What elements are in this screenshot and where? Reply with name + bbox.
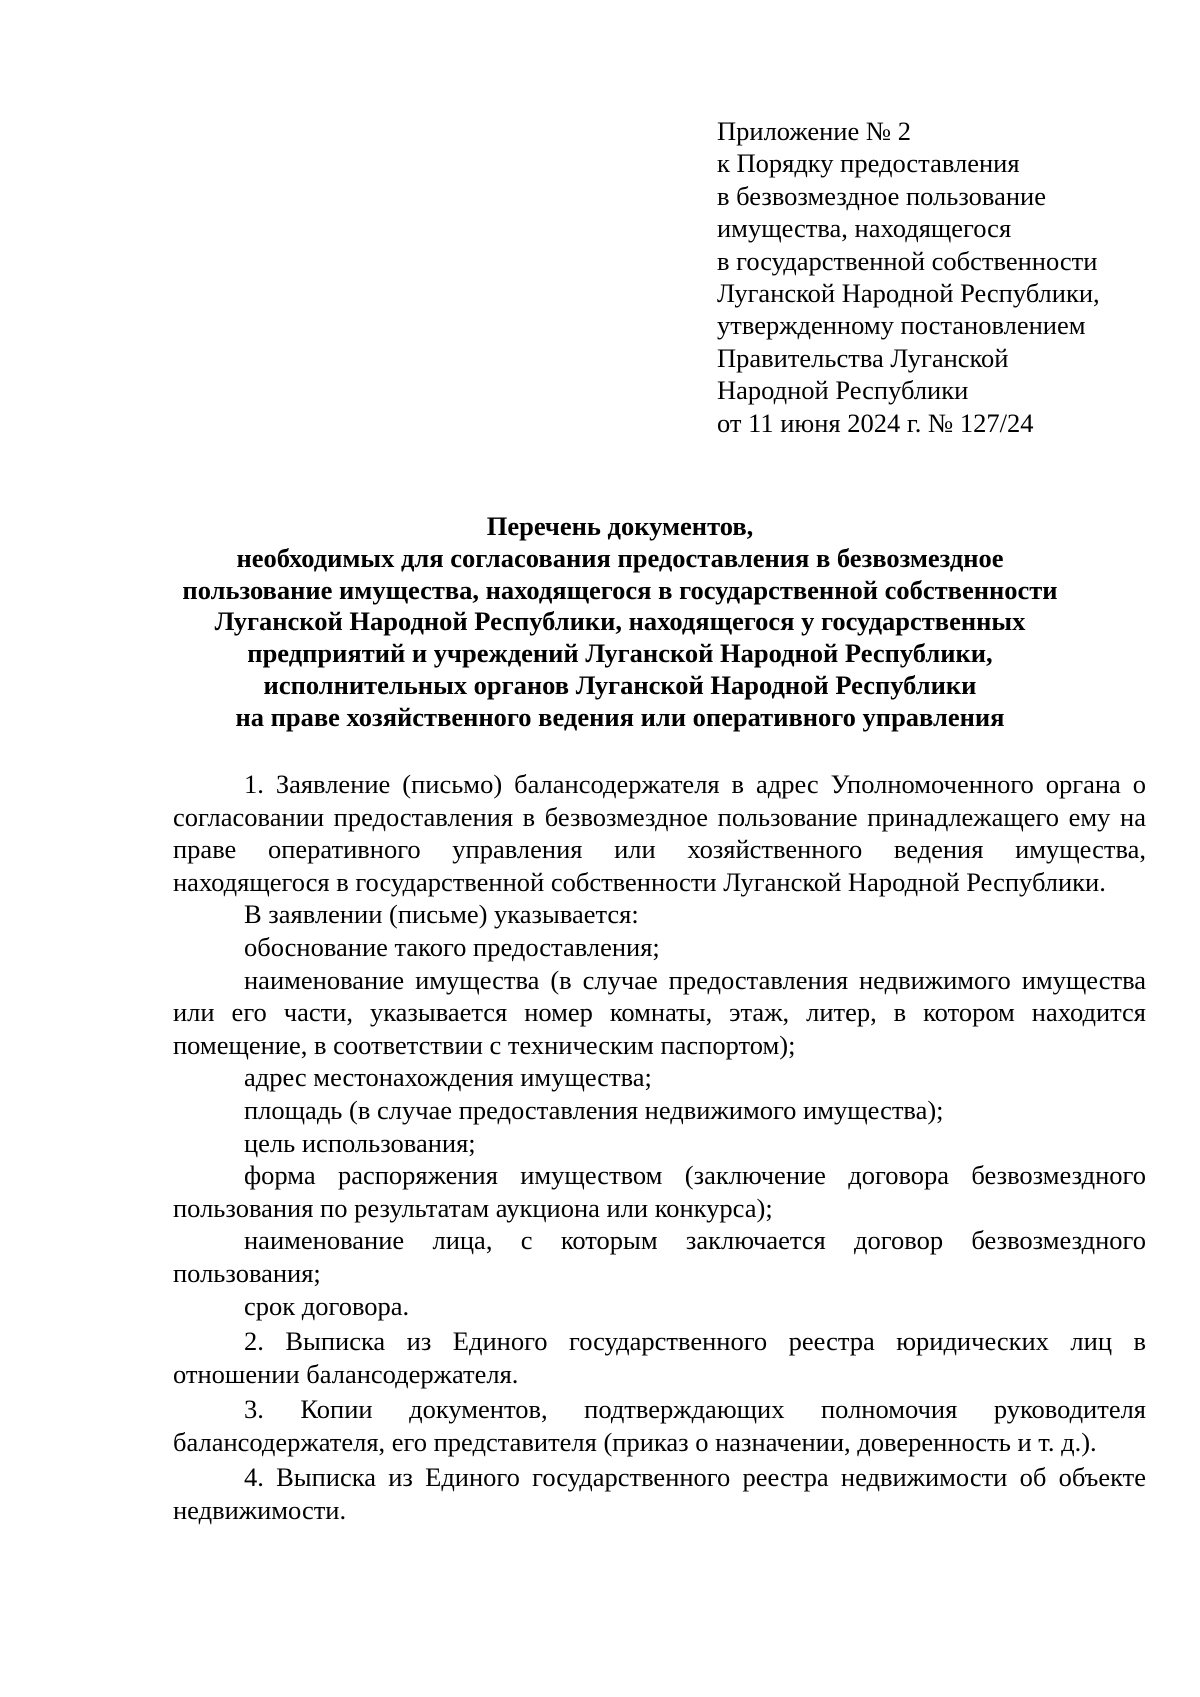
- body-paragraph: адрес местонахождения имущества;: [244, 1062, 652, 1093]
- body-paragraph: 2. Выписка из Единого государственного реестра юридических лиц в отношении балансодержателя.: [173, 1326, 1146, 1389]
- appendix-line: Луганской Народной Республики,: [717, 278, 1100, 309]
- title-line: пользование имущества, находящегося в государственной собственности: [182, 574, 1058, 605]
- appendix-line: Приложение № 2: [717, 116, 912, 146]
- appendix-line: в безвозмездное пользование: [717, 180, 1046, 211]
- appendix-line: утвержденному постановлением: [717, 310, 1086, 341]
- appendix-line: к Порядку предоставления: [717, 148, 1020, 179]
- title-line: предприятий и учреждений Луганской Народной Республики,: [247, 638, 993, 669]
- appendix-line: Народной Республики: [717, 375, 969, 406]
- title-line: Луганской Народной Республики, находящегося у государственных: [214, 606, 1026, 637]
- body-paragraph: цель использования;: [244, 1127, 476, 1158]
- body-paragraph: срок договора.: [244, 1290, 410, 1321]
- appendix-line: от 11 июня 2024 г. № 127/24: [717, 407, 1034, 438]
- body-paragraph: наименование лица, с которым заключается договор безвозмездного пользования;: [173, 1225, 1146, 1288]
- body-paragraph: 3. Копии документов, подтверждающих полномочия руководителя балансодержателя, его представителя (приказ о назначении, доверенность и т. д.).: [173, 1394, 1146, 1457]
- title-line: необходимых для согласования предоставления в безвозмездное: [236, 542, 1004, 573]
- body-paragraph: обоснование такого предоставления;: [244, 931, 660, 962]
- body-paragraph: наименование имущества (в случае предоставления недвижимого имущества или его части, указывается номер комнаты, этаж, литер, в котором находится помещение, в соответствии с техническим паспортом);: [173, 964, 1146, 1060]
- body-paragraph: форма распоряжения имуществом (заключение договора безвозмездного пользования по результатам аукциона или конкурса);: [173, 1160, 1146, 1223]
- body-paragraph: площадь (в случае предоставления недвижимого имущества);: [244, 1094, 944, 1125]
- appendix-note: [717, 115, 1157, 439]
- document-body: [173, 768, 1146, 1527]
- title-line: исполнительных органов Луганской Народной Республики: [263, 669, 977, 700]
- body-paragraph: 4. Выписка из Единого государственного реестра недвижимости об объекте недвижимости.: [173, 1462, 1146, 1526]
- body-paragraph: В заявлении (письме) указывается:: [244, 899, 639, 930]
- appendix-line: имущества, находящегося: [717, 213, 1012, 244]
- appendix-line: Правительства Луганской: [717, 342, 1009, 373]
- appendix-line: в государственной собственности: [717, 245, 1098, 276]
- document-title: [150, 511, 1090, 734]
- title-line: Перечень документов,: [486, 511, 754, 541]
- title-line: на праве хозяйственного ведения или оперативного управления: [235, 701, 1005, 732]
- body-paragraph: 1. Заявление (письмо) балансодержателя в адрес Уполномоченного органа о согласовании предоставления в безвозмездное пользование принадлежащего ему на праве оперативного управления или хозяйственного ведения имущества, находящегося в государственной собственности Луганской Народной Республики.: [173, 769, 1146, 897]
